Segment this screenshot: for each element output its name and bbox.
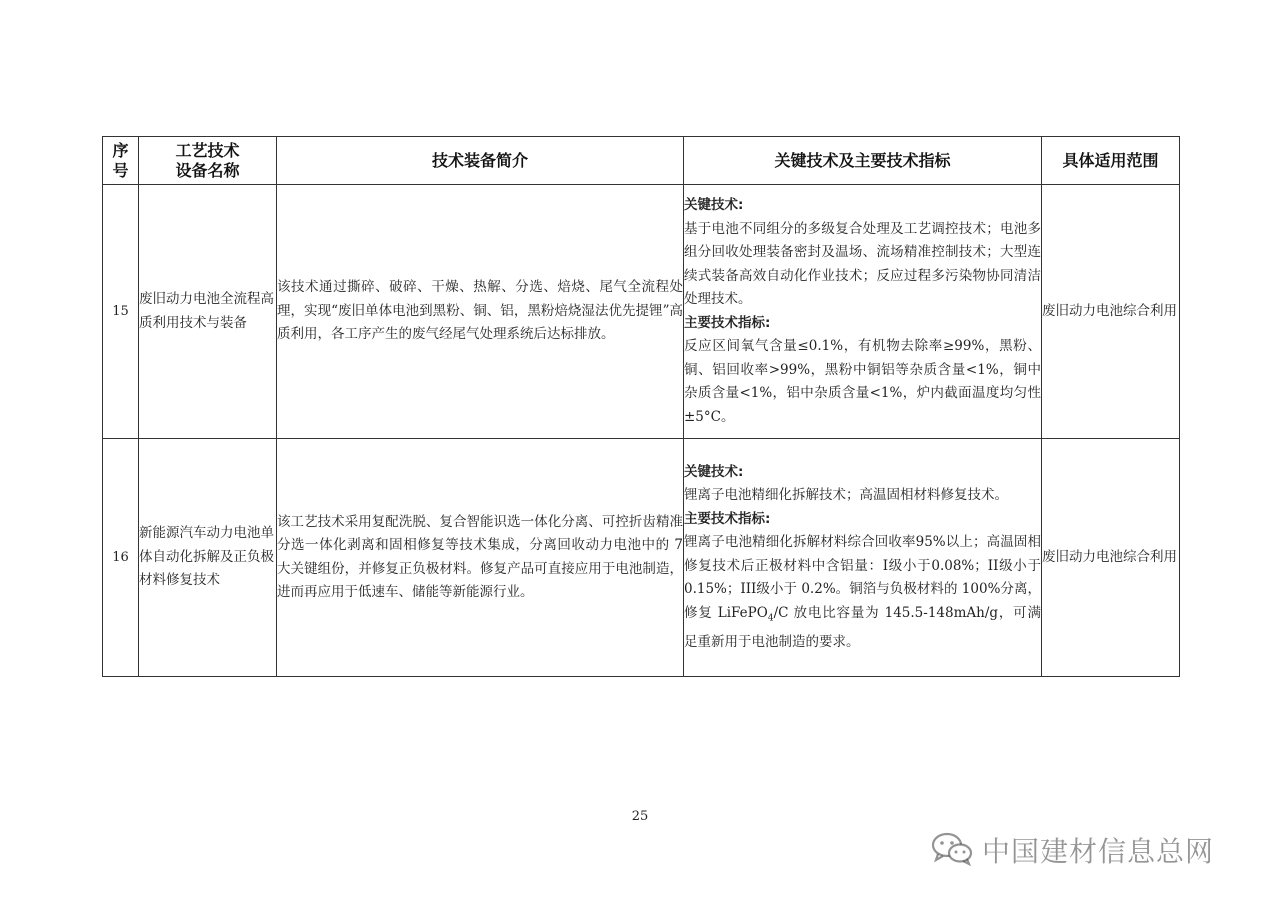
equipment-description: 该工艺技术采用复配洗脱、复合智能识选一体化分离、可控折齿精准分选一体化剥离和固相修复等技术集成，分离回收动力电池中的 7 大关键组份，并修复正负极材料。修复产品可直接应用于电池制造，进而再应用于低速车、储能等新能源行业。 xyxy=(277,439,684,677)
key-tech-cell xyxy=(684,185,1042,439)
metric-label: 主要技术指标: xyxy=(684,314,771,331)
row-number: 16 xyxy=(103,439,139,677)
key-tech-label: 关键技术: xyxy=(684,197,744,213)
process-name: 废旧动力电池全流程高质利用技术与装备 xyxy=(139,185,277,439)
technology-table xyxy=(102,136,1180,677)
header-desc: 技术装备简介 xyxy=(277,137,684,185)
metric-text: 锂离子电池精细化拆解材料综合回收率95%以上；高温固相修复技术后正极材料中含铝量：I级小于0.08%；II级小于 0.15%；III级小于 0.2%。铜箔与负极材料的 100%分离，修复 LiFePO$_4$/C 放电比容量为 145.5-148mAh/g，可满足重新用于电池制造的要求。 xyxy=(684,534,1042,650)
key-tech-text: 基于电池不同组分的多级复合处理及工艺调控技术；电池多组分回收处理装备密封及温场、流场精准控制技术；大型连续式装备高效自动化作业技术；反应过程多污染物协同清洁处理技术。 xyxy=(684,220,1041,307)
page-number: 25 xyxy=(631,809,649,824)
header-key: 关键技术及主要技术指标 xyxy=(684,137,1042,185)
key-tech-text: 锂离子电池精细化拆解技术；高温固相材料修复技术。 xyxy=(684,487,1008,504)
table-row xyxy=(103,439,1180,677)
process-name: 新能源汽车动力电池单体自动化拆解及正负极材料修复技术 xyxy=(139,439,277,677)
header-scope: 具体适用范围 xyxy=(1042,137,1180,185)
scope: 废旧动力电池综合利用 xyxy=(1042,439,1180,677)
key-tech-cell xyxy=(684,439,1042,677)
header-seq: 序 号 xyxy=(103,137,139,185)
watermark-text: 中国建材信息总网 xyxy=(982,835,1215,868)
watermark xyxy=(930,828,1250,872)
wechat-icon xyxy=(930,830,974,870)
scope: 废旧动力电池综合利用 xyxy=(1042,185,1180,439)
table-row xyxy=(103,185,1180,439)
metric-label: 主要技术指标: xyxy=(684,510,771,527)
header-name: 工艺技术 设备名称 xyxy=(139,137,277,185)
metric-text: 反应区间氧气含量≤0.1%，有机物去除率≥99%，黑粉、铜、铝回收率>99%，黑粉中铜铝等杂质含量<1%，铜中杂质含量<1%，铝中杂质含量<1%，炉内截面温度均匀性±5°C。 xyxy=(684,338,1041,425)
key-tech-label: 关键技术: xyxy=(684,463,744,480)
equipment-description: 该技术通过撕碎、破碎、干燥、热解、分选、焙烧、尾气全流程处理，实现“废旧单体电池到黑粉、铜、铝，黑粉焙烧湿法优先提锂”高质利用，各工序产生的废气经尾气处理系统后达标排放。 xyxy=(277,185,684,439)
row-number: 15 xyxy=(103,185,139,439)
table-header-row xyxy=(103,137,1180,185)
